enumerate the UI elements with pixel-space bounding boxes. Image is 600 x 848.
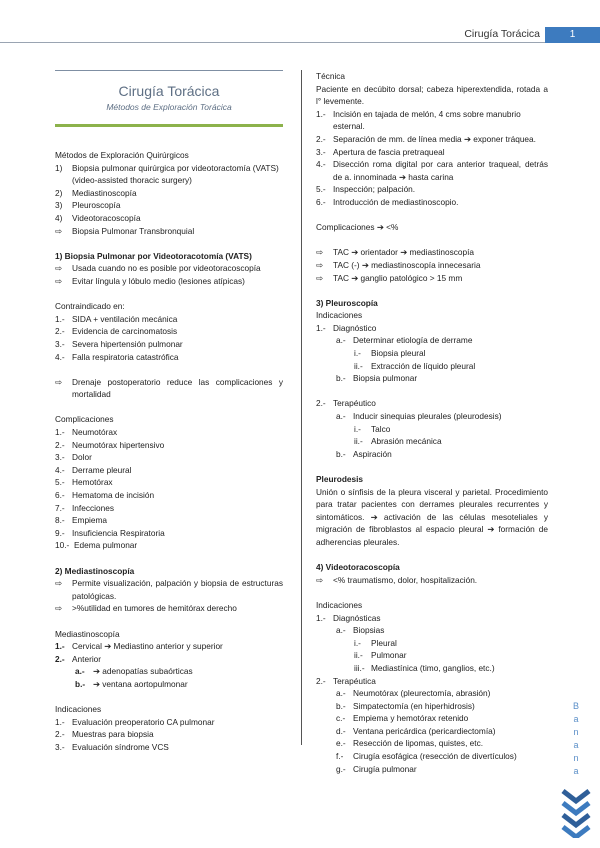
list-item: ii.- Pulmonar [354, 650, 407, 661]
section-heading: 1) Biopsia Pulmonar por Videotoracotomía (VATS) [55, 250, 252, 261]
page-header [0, 26, 600, 46]
page-number: 1 [545, 27, 600, 43]
list-item: a.- Neumotórax (pleurectomía, abrasión) [336, 688, 491, 699]
arrow-item: ⇨ <% traumatismo, dolor, hospitalización. [316, 574, 478, 585]
section-heading: 2) Mediastinoscopía [55, 565, 135, 576]
list-item: a.- Biopsias [336, 625, 385, 636]
list-item: 8.- Empiema [55, 515, 108, 526]
arrow-item: ⇨ Biopsia Pulmonar Transbronquial [55, 225, 195, 236]
arrow-item: ⇨ TAC ➔ ganglio patológico > 15 mm [316, 272, 463, 283]
sub-heading: Indicaciones [316, 599, 363, 610]
list-item: 2.- Neumotórax hipertensivo [55, 439, 165, 450]
list-item: i.- Biopsia pleural [354, 348, 426, 359]
section-heading: Métodos de Exploración Quirúrgicos [55, 150, 189, 160]
list-item: 3.- Apertura de fascia pretraqueal [316, 146, 445, 157]
document-heading [55, 70, 283, 127]
paragraph: Paciente en decúbito dorsal; cabeza hiperextendida, rotada a l° levemente. [316, 83, 548, 107]
list-item: 3.- Evaluación síndrome VCS [55, 741, 169, 752]
list-item: 5.- Inspección; palpación. [316, 184, 416, 195]
list-item: b.- Aspiración [336, 448, 392, 459]
section-heading: Complicaciones [55, 414, 114, 425]
section-heading: 4) Videotoracoscopía [316, 562, 400, 573]
header-title: Cirugía Torácica [464, 28, 540, 40]
list-item: 3) Pleuroscopía [55, 200, 121, 211]
list-item: i.- Talco [354, 423, 391, 434]
list-item: 1.- Diagnósticas [316, 612, 381, 623]
list-item: 10.- Edema pulmonar [55, 540, 138, 551]
section-heading: Complicaciones ➔ <% [316, 222, 399, 233]
list-item: b.- ➔ ventana aortopulmonar [75, 678, 188, 689]
list-item: f.- Cirugía esofágica (resección de divertículos) [336, 751, 517, 762]
arrow-item: ⇨ Usada cuando no es posible por videotoracoscopía [55, 263, 261, 274]
sub-heading: Indicaciones [316, 310, 363, 321]
section-heading: 3) Pleuroscopía [316, 297, 378, 308]
list-item: b.- Biopsia pulmonar [336, 373, 418, 384]
list-item: g.- Cirugía pulmonar [336, 763, 417, 774]
side-brand-text: B a n a n a [572, 701, 579, 776]
list-item: 4.- Disección roma digital por cara anterior traqueal, detrás de a. innominada ➔ hasta carina [316, 159, 548, 182]
list-item: 1.- Cervical ➔ Mediastino anterior y superior [55, 641, 223, 652]
list-item: ii.- Extracción de líquido pleural [354, 360, 476, 371]
document-subtitle: Métodos de Exploración Torácica [106, 102, 232, 112]
list-item: 3.- Severa hipertensión pulmonar [55, 338, 183, 349]
list-item: i.- Pleural [354, 637, 397, 648]
arrow-item: ⇨ Evitar língula y lóbulo medio (lesiones atípicas) [55, 275, 245, 286]
list-item: 2) Mediastinoscopía [55, 187, 137, 198]
list-item: 2.- Separación de mm. de línea media ➔ exponer tráquea. [316, 133, 536, 144]
header-rule [0, 42, 545, 43]
list-item: 1.- Neumotórax [55, 427, 118, 438]
chevron-down-icon [560, 788, 592, 838]
left-column [55, 70, 283, 754]
document-title: Cirugía Torácica [118, 83, 220, 99]
list-item: 2.- Muestras para biopsia [55, 729, 154, 740]
list-item: 1.- Incisión en tajada de melón, 4 cms sobre manubrio esternal. [316, 108, 521, 132]
list-item: b.- Simpatectomía (en hiperhidrosis) [336, 700, 475, 711]
list-item: c.- Empiema y hemotórax retenido [336, 713, 469, 724]
list-item: 5.- Hemotórax [55, 477, 113, 488]
arrow-item: ⇨ Drenaje postoperatorio reduce las complicaciones y mortalidad [55, 376, 283, 400]
list-item: 4.- Derrame pleural [55, 464, 132, 475]
section-heading: Técnica [316, 71, 346, 81]
list-item: 2.- Anterior [55, 653, 102, 664]
paragraph: Unión o sínfisis de la pleura visceral y parietal. Procedimiento para tratar pacientes con derrames pleurales recurrentes y sintomáticos. ➔ activación de las células mesoteliales y migración de fibroblastos al espacio pleural ➔ formación de adherencias pleurales. [316, 486, 548, 547]
section-heading: Contraindicado en: [55, 301, 125, 312]
arrow-item: ⇨ >%utilidad en tumores de hemitórax derecho [55, 603, 237, 614]
section-heading: Pleurodesis [316, 474, 364, 484]
section-heading: Mediastinoscopía [55, 628, 120, 639]
list-item: d.- Ventana pericárdica (pericardiectomía) [336, 725, 496, 736]
list-item: 6.- Introducción de mediastinoscopio. [316, 196, 459, 207]
list-item: iii.- Mediastínica (timo, ganglios, etc.) [354, 662, 495, 673]
list-item: a.- ➔ adenopatías subaórticas [75, 666, 193, 677]
list-item: 4.- Falla respiratoria catastrófica [55, 351, 179, 362]
list-item: 1.- Evaluación preoperatorio CA pulmonar [55, 716, 215, 727]
list-item: 3.- Dolor [55, 452, 92, 463]
list-item: a.- Inducir sinequias pleurales (pleurodesis) [336, 411, 502, 422]
list-item: 2.- Terapéutica [316, 675, 376, 686]
column-divider [301, 70, 302, 745]
arrow-item: ⇨ TAC ➔ orientador ➔ mediastinoscopía [316, 247, 475, 258]
list-item: 6.- Hematoma de incisión [55, 490, 155, 501]
list-item: 9.- Insuficiencia Respiratoria [55, 527, 165, 538]
list-item: 1) Biopsia pulmonar quirúrgica por videotoractomía (VATS) (video-assisted thoracic surgery) [55, 162, 279, 186]
list-item: 1.- Diagnóstico [316, 322, 377, 333]
list-item: a.- Determinar etiología de derrame [336, 335, 473, 346]
arrow-item: ⇨ Permite visualización, palpación y biopsia de estructuras patológicas. [55, 578, 283, 601]
list-item: 7.- Infecciones [55, 502, 114, 513]
list-item: 2.- Terapéutico [316, 398, 376, 409]
section-heading: Indicaciones [55, 704, 102, 715]
list-item: ii.- Abrasión mecánica [354, 436, 442, 447]
arrow-item: ⇨ TAC (-) ➔ mediastinoscopía innecesaria [316, 259, 481, 270]
list-item: e.- Resección de lipomas, quistes, etc. [336, 738, 484, 749]
right-column [316, 70, 548, 775]
list-item: 2.- Evidencia de carcinomatosis [55, 326, 178, 337]
list-item: 4) Videotoracoscopía [55, 212, 141, 223]
list-item: 1.- SIDA + ventilación mecánica [55, 313, 178, 324]
